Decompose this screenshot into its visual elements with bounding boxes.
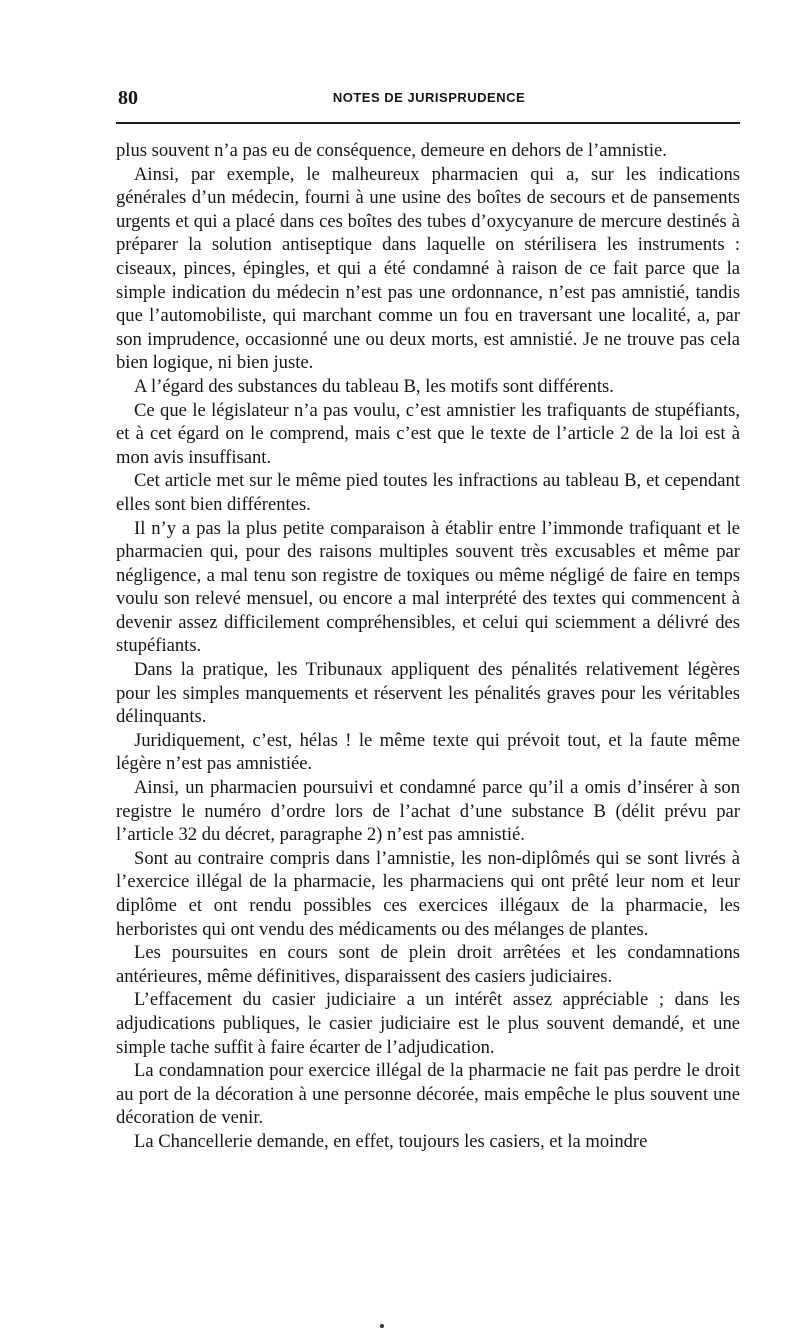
header-rule bbox=[116, 122, 740, 124]
paragraph: Ainsi, un pharmacien poursuivi et condamné parce qu’il a omis d’insérer à son registre le numéro d’ordre lors de l’achat d’une substance B (délit prévu par l’article 32 du décret, paragraphe 2) n’est pas amnistié. bbox=[116, 777, 740, 846]
paragraph: Ainsi, par exemple, le malheureux pharmacien qui a, sur les indications générales d’un médecin, fourni à une usine des boîtes de secours et de pansements urgents et qui a placé dans ces boîtes des tubes d’oxycyanure de mercure destinés à préparer la solution antiseptique dans laquelle on stérilisera les instruments : ciseaux, pinces, épingles, et qui a été condamné à raison de ce fait parce que la simple indication du médecin n’est pas une ordonnance, n’est pas amnistié, tandis que l’automobiliste, qui marchant comme un fou en traversant une localité, a, par son imprudence, occasionné une ou deux morts, est amnistié. Je ne trouve pas cela bien logique, ni bien juste. bbox=[116, 163, 740, 374]
paragraph: Juridiquement, c’est, hélas ! le même texte qui prévoit tout, et la faute même légère n’est pas amnistiée. bbox=[116, 729, 740, 775]
paragraph: La condamnation pour exercice illégal de la pharmacie ne fait pas perdre le droit au port de la décoration à une personne décorée, mais empêche le plus souvent une décoration de venir. bbox=[116, 1060, 740, 1129]
paragraph: Les poursuites en cours sont de plein droit arrêtées et les condamnations antérieures, même définitives, disparaissent des casiers judiciaires. bbox=[116, 942, 740, 987]
paragraph: A l’égard des substances du tableau B, les motifs sont différents. bbox=[134, 375, 614, 397]
paragraph: Cet article met sur le même pied toutes les infractions au tableau B, et cependant elles sont bien différentes. bbox=[116, 470, 740, 515]
paragraph: Sont au contraire compris dans l’amnistie, les non-diplômés qui se sont livrés à l’exercice illégal de la pharmacie, les pharmaciens qui ont prêté leur nom et leur diplôme et ont rendu possibles ces exercices illégaux de la pharmacie, les herboristes qui ont vendu des médicaments ou des mélanges de plantes. bbox=[116, 847, 740, 940]
running-title: NOTES DE JURISPRUDENCE bbox=[332, 90, 526, 105]
body-text bbox=[116, 139, 740, 1154]
scan-speck bbox=[380, 1324, 384, 1328]
paragraph: Il n’y a pas la plus petite comparaison à établir entre l’immonde trafiquant et le pharmacien qui, pour des raisons multiples souvent très excusables et même par négligence, a mal tenu son registre de toxiques ou même négligé de faire en temps voulu son relevé mensuel, ou encore a mal interprété des textes qui commencent à devenir assez difficilement compréhensibles, et celui qui sciemment a délivré des stupéfiants. bbox=[116, 517, 740, 657]
paragraph: Ce que le législateur n’a pas voulu, c’est amnistier les trafiquants de stupéfiants, et à cet égard on le comprend, mais c’est que le texte de l’article 2 de la loi est à mon avis insuffisant. bbox=[116, 399, 740, 468]
paragraph: Dans la pratique, les Tribunaux appliquent des pénalités relativement légères pour les simples manquements et réservent les pénalités graves pour les véritables délinquants. bbox=[116, 659, 740, 728]
paragraph: plus souvent n’a pas eu de conséquence, demeure en dehors de l’amnistie. bbox=[116, 140, 667, 161]
page-header bbox=[118, 87, 740, 111]
paragraph: La Chancellerie demande, en effet, toujours les casiers, et la moindre bbox=[134, 1130, 648, 1152]
page-number: 80 bbox=[118, 87, 138, 109]
paragraph: L’effacement du casier judiciaire a un intérêt assez appréciable ; dans les adjudications publiques, le casier judiciaire est le plus souvent demandé, et une simple tache suffit à faire écarter de l’adjudication. bbox=[116, 989, 740, 1058]
